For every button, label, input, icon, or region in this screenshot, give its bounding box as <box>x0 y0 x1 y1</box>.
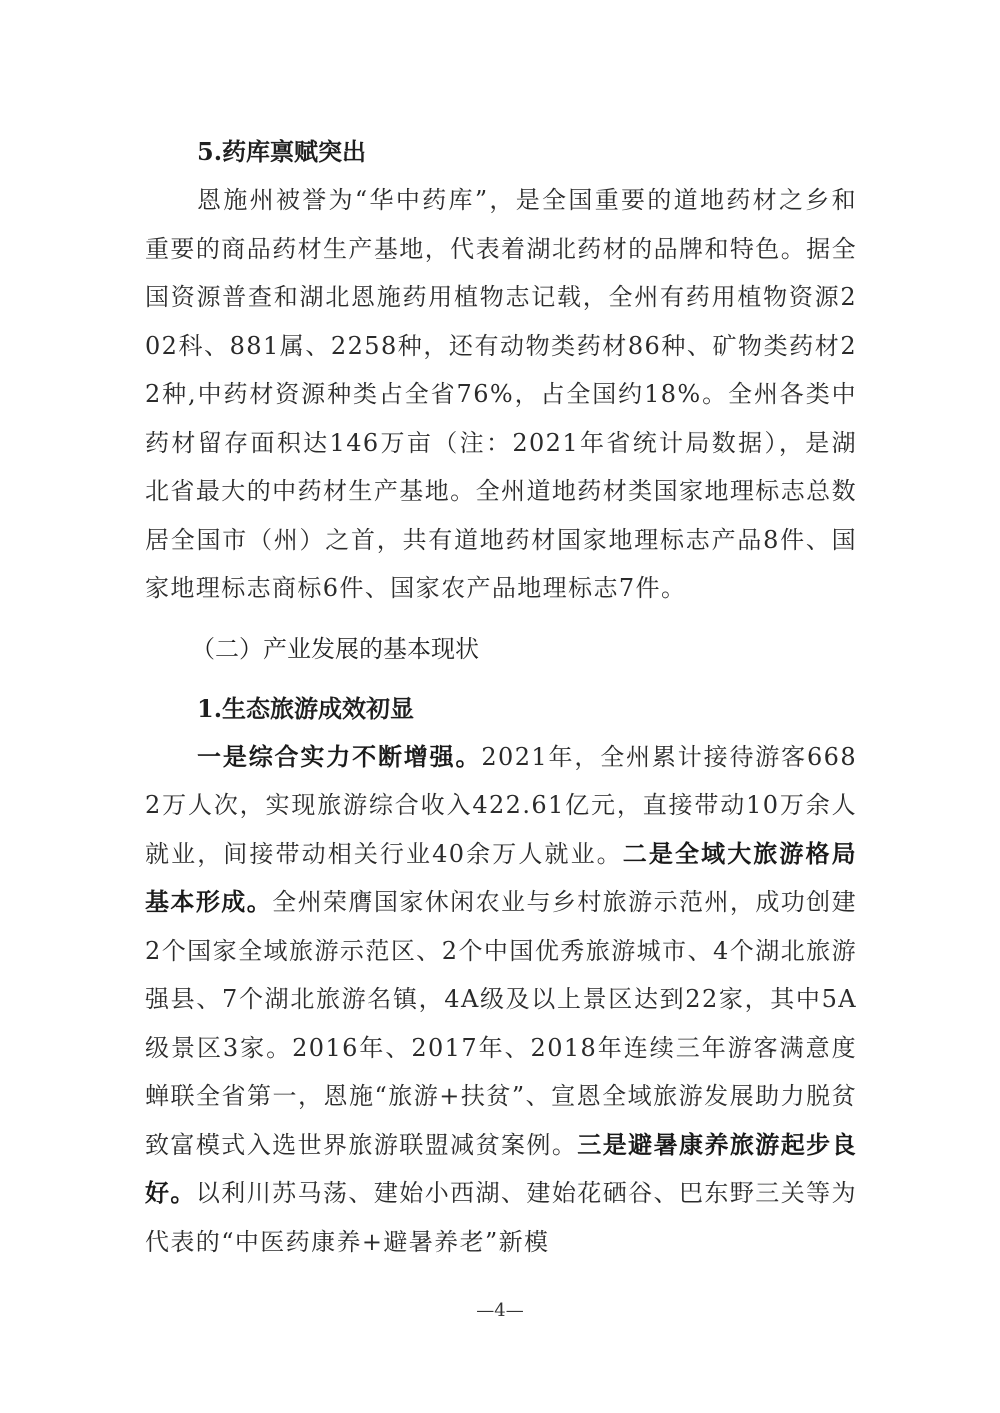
section-2-1-paragraph <box>145 733 857 1267</box>
point-one-title: 一是综合实力不断增强。 <box>197 741 482 771</box>
point-two-title: 二是全域大旅游格局基本形成。 <box>145 838 857 916</box>
point-one-text: 2021年，全州累计接待游客6682万人次，实现旅游综合收入422.61亿元，直接带动10万余人就业，间接带动相关行业40余万人就业。 <box>145 742 857 868</box>
section-heading-5: 5.药库禀赋突出 <box>197 137 367 166</box>
section-5-paragraph: 恩施州被誉为“华中药库”，是全国重要的道地药材之乡和重要的商品药材生产基地，代表着湖北药材的品牌和特色。据全国资源普查和湖北恩施药用植物志记载，全州有药用植物资源202科、881属、2258种，还有动物类药材86种、矿物类药材22种,中药材资源种类占全省76%，占全国约18%。全州各类中药材留存面积达146万亩（注：2021年省统计局数据），是湖北省最大的中药材生产基地。全州道地药材类国家地理标志总数居全国市（州）之首，共有道地药材国家地理标志产品8件、国家地理标志商标6件、国家农产品地理标志7件。 <box>145 186 857 602</box>
document-body <box>145 128 857 1266</box>
spacer <box>145 673 857 685</box>
point-two-text: 全州荣膺国家休闲农业与乡村旅游示范州，成功创建2个国家全域旅游示范区、2个中国优秀旅游城市、4个湖北旅游强县、7个湖北旅游名镇，4A级及以上景区达到22家，其中5A级景区3家。2016年、2017年、2018年连续三年游客满意度蝉联全省第一，恩施“旅游+扶贫”、宣恩全域旅游发展助力脱贫致富模式入选世界旅游联盟减贫案例。 <box>145 888 858 1159</box>
section-heading-2-1: 1.生态旅游成效初显 <box>197 693 415 723</box>
point-three-title: 三是避暑康养旅游起步良好。 <box>145 1129 857 1207</box>
point-three-text: 以利川苏马荡、建始小西湖、建始花硒谷、巴东野三关等为代表的“中医药康养+避暑养老”新模 <box>145 1179 857 1256</box>
section-heading-2: （二）产业发展的基本现状 <box>191 634 479 663</box>
page-number: —4— <box>476 1300 524 1321</box>
spacer <box>145 613 857 625</box>
